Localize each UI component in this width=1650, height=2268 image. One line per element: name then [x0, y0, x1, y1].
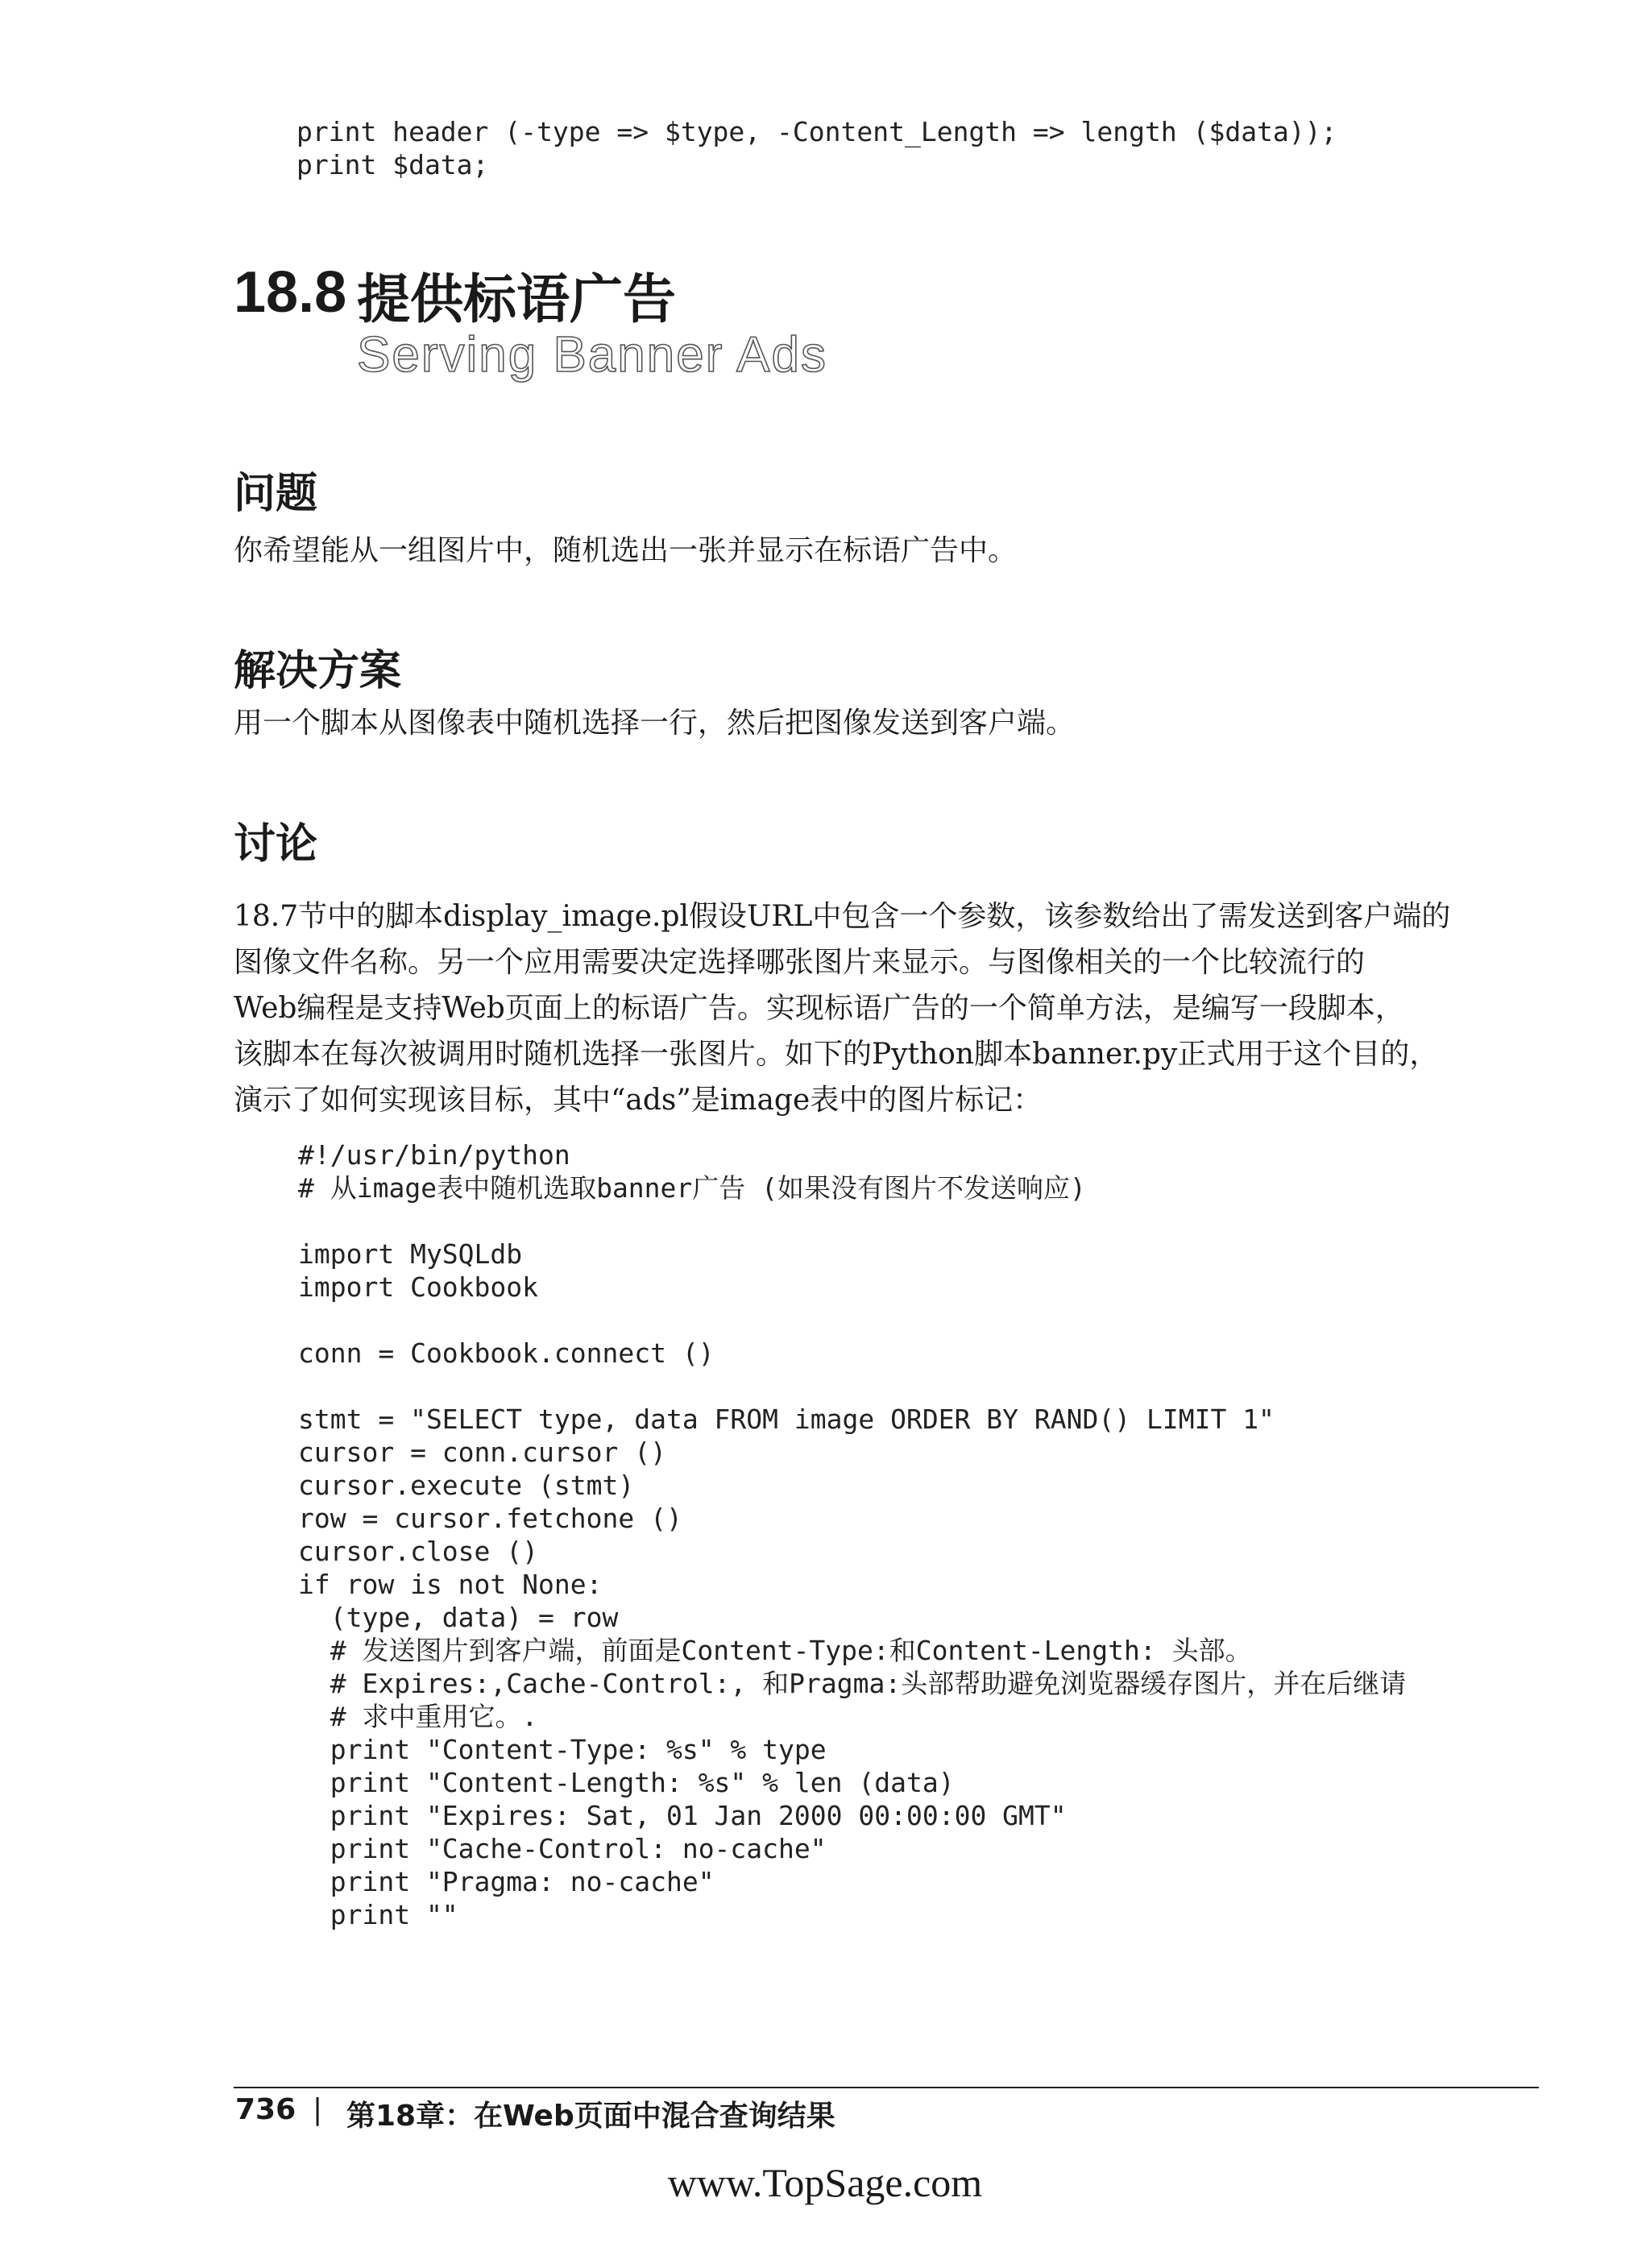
paragraph-line: Web编程是支持Web页面上的标语广告。实现标语广告的一个简单方法，是编写一段脚本， — [234, 992, 1404, 1025]
code-line: # Expires:,Cache-Control:, 和Pragma:头部帮助避免浏览器缓存图片，并在后继请 — [298, 1668, 1407, 1699]
code-line: if row is not None: — [298, 1569, 603, 1600]
code-line: print "Cache-Control: no-cache" — [298, 1833, 827, 1864]
paragraph-line: 图像文件名称。另一个应用需要决定选择哪张图片来显示。与图像相关的一个比较流行的 — [234, 946, 1366, 979]
code-line: row = cursor.fetchone () — [298, 1503, 682, 1534]
paragraph-line: 该脚本在每次被调用时随机选择一张图片。如下的Python脚本banner.py正式用于这个目的， — [234, 1038, 1439, 1071]
code-block-main — [298, 1138, 1406, 1931]
code-line: import Cookbook — [298, 1271, 539, 1303]
code-line: (type, data) = row — [298, 1602, 619, 1633]
problem-heading: 问题 — [234, 470, 318, 518]
code-line: cursor.close () — [298, 1536, 539, 1567]
watermark: www.TopSage.com — [667, 2160, 983, 2205]
section-title-en: Serving Banner Ads — [357, 327, 828, 383]
code-line: #!/usr/bin/python — [298, 1139, 570, 1171]
code-line: print "Pragma: no-cache" — [298, 1866, 715, 1897]
code-block-top — [296, 115, 1337, 181]
code-line: # 发送图片到客户端，前面是Content-Type:和Content-Length: 头部。 — [298, 1635, 1252, 1666]
paragraph-line: 用一个脚本从图像表中随机选择一行，然后把图像发送到客户端。 — [234, 707, 1076, 740]
code-line: print header (-type => $type, -Content_Length => length ($data)); — [296, 116, 1337, 147]
code-line: # 求中重用它。. — [298, 1701, 538, 1732]
code-line: stmt = "SELECT type, data FROM image ORDER BY RAND() LIMIT 1" — [298, 1404, 1275, 1435]
code-line: conn = Cookbook.connect () — [298, 1337, 715, 1369]
footer-divider — [234, 2087, 1539, 2088]
code-line: cursor.execute (stmt) — [298, 1470, 635, 1501]
paragraph-line: 18.7节中的脚本display_image.pl假设URL中包含一个参数，该参数给出了需发送到客户端的 — [234, 900, 1451, 933]
page-number: 736 — [235, 2093, 296, 2126]
chapter-title: 第18章：在Web页面中混合查询结果 — [346, 2100, 835, 2133]
solution-text — [234, 700, 1547, 746]
code-line: import MySQLdb — [298, 1238, 523, 1270]
code-line: print $data; — [296, 149, 489, 180]
discussion-heading: 讨论 — [234, 820, 318, 869]
code-line: cursor = conn.cursor () — [298, 1437, 666, 1468]
section-title-cn: 提供标语广告 — [357, 268, 676, 330]
code-line: print "Expires: Sat, 01 Jan 2000 00:00:00 GMT" — [298, 1800, 1067, 1831]
section-number: 18.8 — [234, 260, 347, 325]
code-line: print "Content-Type: %s" % type — [298, 1734, 827, 1765]
solution-heading: 解决方案 — [234, 647, 402, 695]
paragraph-line: 演示了如何实现该目标，其中“ads”是image表中的图片标记： — [234, 1084, 1043, 1117]
paragraph-line: 你希望能从一组图片中，随机选出一张并显示在标语广告中。 — [234, 534, 1018, 567]
problem-text — [234, 528, 1547, 574]
discussion-text — [234, 894, 1547, 1123]
footer-separator: | — [313, 2093, 323, 2126]
code-line: # 从image表中随机选取banner广告 (如果没有图片不发送响应) — [298, 1172, 1086, 1204]
code-line: print "Content-Length: %s" % len (data) — [298, 1767, 955, 1798]
code-line: print "" — [298, 1899, 458, 1930]
